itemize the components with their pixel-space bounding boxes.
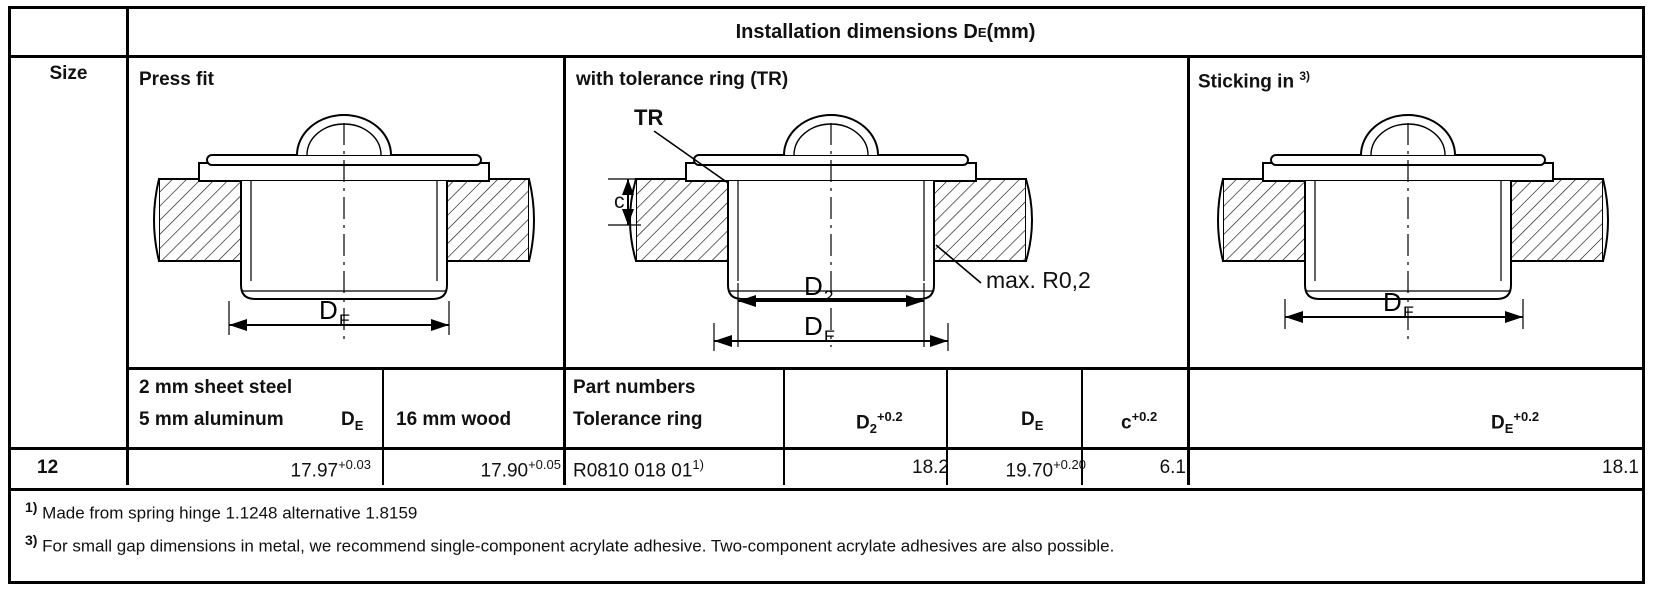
subheader-d2-sub: 2 (869, 421, 877, 437)
svg-text:E: E (824, 327, 836, 346)
press-wood-value: 17.90 (480, 460, 529, 482)
footnote-3 (25, 532, 1114, 557)
svg-text:2: 2 (824, 287, 834, 306)
subheader-d2 (856, 409, 903, 436)
de-tolerance: +0.20 (1053, 457, 1086, 472)
size-header-cell (11, 9, 126, 473)
svg-text:D: D (319, 295, 338, 325)
footnote-3-mark: 3) (25, 532, 38, 548)
c-dimension-label: c (614, 190, 625, 213)
header-title-subscript: E (977, 24, 987, 40)
subheader-de-sticking-letter: D (1491, 412, 1505, 434)
footnote-ref-3: 3) (1299, 69, 1311, 83)
data-row-divider (11, 447, 1642, 450)
subheader-de-press-letter: D (341, 409, 355, 430)
subheader-part-numbers: Part numbers (573, 377, 696, 398)
column-header-sticking-in (1198, 69, 1310, 93)
installation-dimensions-table (8, 6, 1645, 584)
press-steel-tolerance: +0.03 (338, 457, 371, 472)
subheader-de-sticking (1491, 409, 1539, 436)
subheader-c (1121, 409, 1157, 434)
part-number-value: R0810 018 01 (573, 460, 693, 482)
subheader-d2-letter: D (856, 412, 870, 434)
subheader-aluminum: 5 mm aluminum (139, 409, 284, 430)
subheader-de-tr (1021, 409, 1043, 433)
subheader-sheet-steel: 2 mm sheet steel (139, 377, 293, 398)
subheader-de-press-sub: E (354, 417, 364, 433)
column-header-press-fit: Press fit (139, 69, 214, 90)
subheader-de-press (341, 409, 363, 433)
table-header-title (129, 9, 1642, 55)
tr-callout-label: TR (634, 105, 664, 130)
table-row-c: 6.1 (1159, 457, 1186, 478)
press-steel-value: 17.97 (290, 460, 339, 482)
drawing-tolerance-ring (566, 95, 1186, 367)
size-header-label: Size (49, 63, 88, 84)
header-title-tail: (mm) (986, 20, 1036, 43)
svg-text:E: E (339, 311, 351, 330)
svg-text:D: D (804, 311, 823, 341)
subheader-d2-tolerance: +0.2 (876, 409, 903, 424)
footnote-1 (25, 499, 417, 524)
drawing-sticking-in (1193, 95, 1643, 367)
column-header-tolerance-ring: with tolerance ring (TR) (576, 69, 789, 90)
svg-text:D: D (1383, 287, 1402, 317)
de-value: 19.70 (1005, 460, 1054, 482)
drawing-press-fit (129, 95, 559, 367)
subcol-divider-wood (382, 367, 384, 485)
subheader-divider (129, 367, 1645, 370)
subheader-de-tr-letter: D (1021, 409, 1035, 430)
subheader-de-sticking-tolerance: +0.2 (1513, 409, 1540, 424)
press-wood-tolerance: +0.05 (528, 457, 561, 472)
svg-text:E: E (1403, 303, 1415, 322)
subheader-de-tr-sub: E (1034, 417, 1044, 433)
subheader-c-tolerance: +0.2 (1131, 409, 1158, 424)
table-row-sticking-de: 18.1 (1602, 457, 1639, 478)
footnote-3-text: For small gap dimensions in metal, we recommend single-component acrylate adhesive. Two-component acrylate adhesives are also possible. (37, 536, 1115, 556)
footnote-1-text: Made from spring hinge 1.1248 alternative 1.8159 (37, 503, 418, 523)
subheader-c-letter: c (1121, 412, 1132, 434)
table-row-part-number (573, 457, 704, 482)
table-row-de (956, 457, 1086, 482)
subheader-tolerance-ring: Tolerance ring (573, 409, 703, 430)
footnote-1-mark: 1) (25, 499, 38, 515)
table-row-d2: 18.2 (912, 457, 949, 478)
col-divider-tr (1187, 55, 1190, 485)
svg-text:D: D (804, 271, 823, 301)
footnote-divider (11, 488, 1642, 491)
table-row-press-wood (386, 457, 561, 482)
table-row-size: 12 (37, 457, 59, 478)
subheader-wood: 16 mm wood (396, 409, 512, 430)
max-radius-label: max. R0,2 (986, 267, 1091, 293)
header-divider (11, 55, 1642, 58)
subheader-de-sticking-sub: E (1504, 421, 1514, 437)
header-title-text: Installation dimensions D (735, 20, 978, 43)
footnote-ref-1: 1) (692, 457, 704, 472)
table-row-press-steel (151, 457, 371, 482)
subcol-divider-part (783, 367, 785, 485)
column-header-sticking-label: Sticking in (1198, 71, 1295, 93)
